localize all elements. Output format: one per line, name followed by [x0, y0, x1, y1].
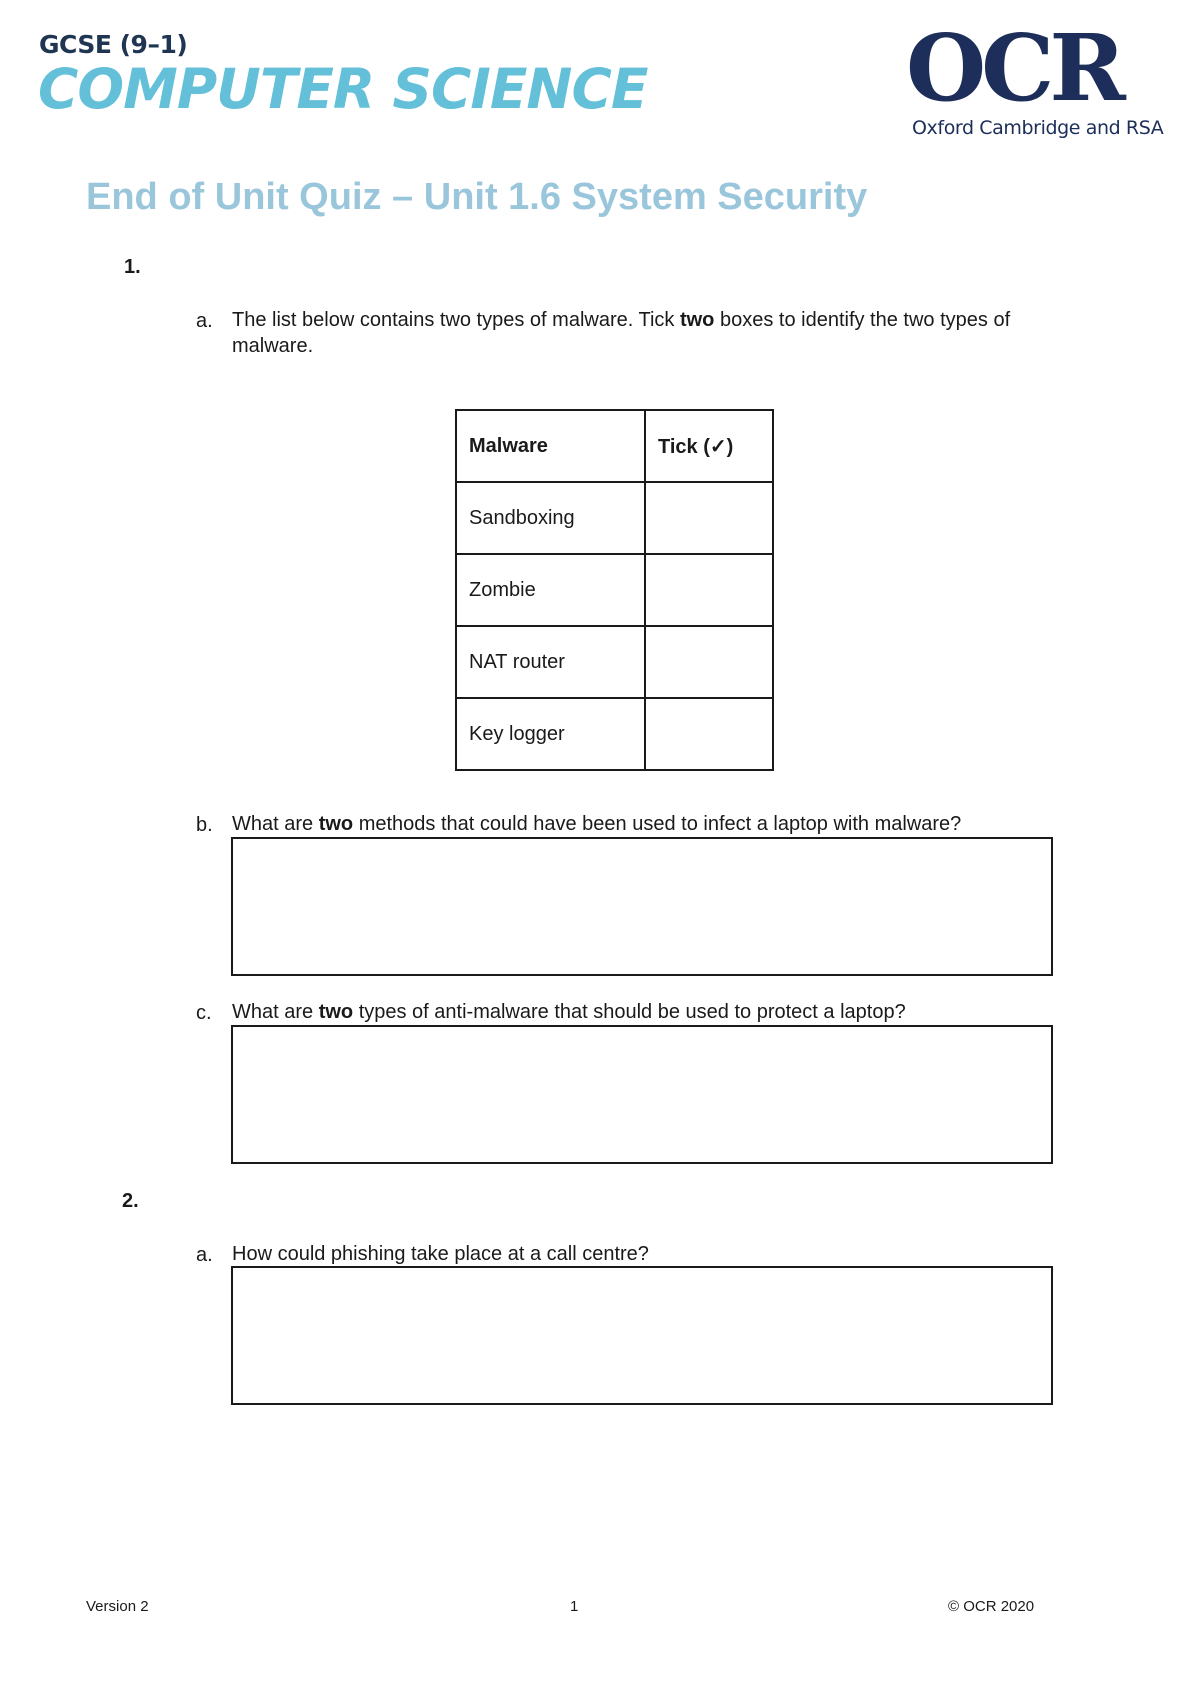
table-header-tick: Tick (✓): [645, 410, 773, 482]
tick-box[interactable]: [645, 698, 773, 770]
answer-box-2a[interactable]: [231, 1266, 1053, 1405]
tick-box[interactable]: [645, 554, 773, 626]
tick-box[interactable]: [645, 482, 773, 554]
question-2a-text: How could phishing take place at a call centre?: [232, 1243, 649, 1265]
question-1c-letter: c.: [196, 1002, 212, 1024]
answer-box-1c[interactable]: [231, 1025, 1053, 1164]
malware-option: Key logger: [456, 698, 645, 770]
malware-option: Zombie: [456, 554, 645, 626]
qualification-label: GCSE (9–1): [39, 30, 188, 59]
question-number-2: 2.: [122, 1190, 139, 1212]
question-1b-text: What are two methods that could have been used to infect a laptop with malware?: [232, 813, 962, 835]
malware-option: NAT router: [456, 626, 645, 698]
question-1b-letter: b.: [196, 814, 213, 836]
table-row: [456, 626, 773, 698]
malware-option: Sandboxing: [456, 482, 645, 554]
page-title: End of Unit Quiz – Unit 1.6 System Security: [86, 176, 868, 218]
table-row: [456, 554, 773, 626]
malware-table: [455, 409, 774, 771]
footer-copyright: © OCR 2020: [948, 1598, 1035, 1615]
tick-box[interactable]: [645, 626, 773, 698]
question-1a-letter: a.: [196, 310, 213, 332]
ocr-logo-tagline: Oxford Cambridge and RSA: [912, 117, 1164, 139]
table-header-malware: Malware: [456, 410, 645, 482]
ocr-logo: OCR: [906, 14, 1121, 122]
footer-page-number: 1: [570, 1598, 579, 1615]
question-1c-text: What are two types of anti-malware that should be used to protect a laptop?: [232, 1001, 906, 1023]
question-1a-text: The list below contains two types of malware. Tick two boxes to identify the two types of malware.: [232, 309, 1011, 357]
question-2a-letter: a.: [196, 1244, 213, 1266]
question-number-1: 1.: [124, 256, 141, 278]
answer-box-1b[interactable]: [231, 837, 1053, 976]
table-row: [456, 482, 773, 554]
subject-heading: COMPUTER SCIENCE: [38, 57, 648, 121]
table-header-row: [456, 410, 773, 482]
footer-version: Version 2: [86, 1598, 149, 1615]
table-row: [456, 698, 773, 770]
